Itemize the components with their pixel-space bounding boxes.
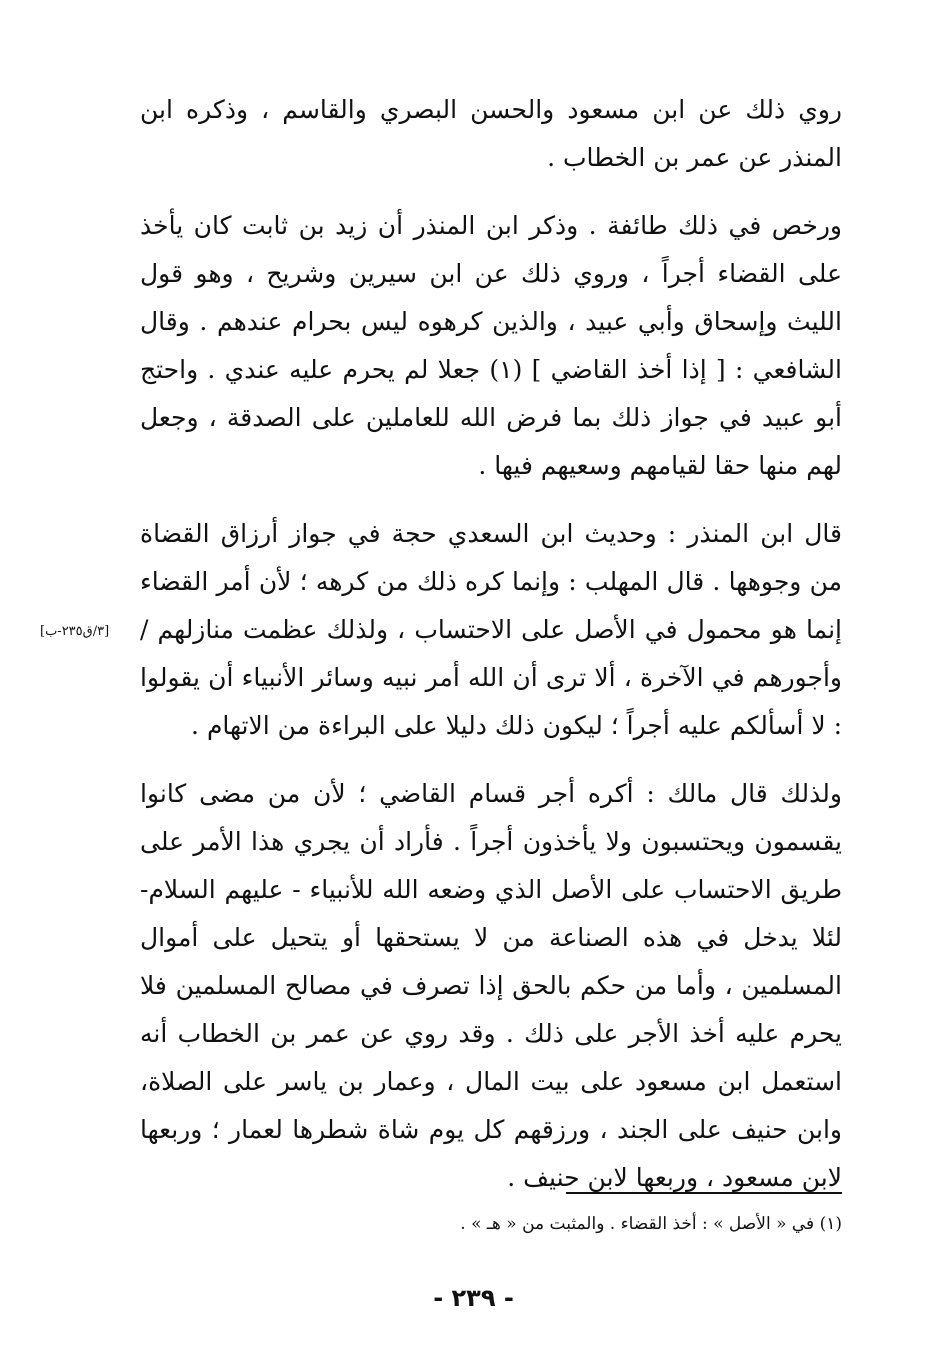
paragraph-spacer: [140, 490, 842, 510]
paragraph-spacer: [140, 750, 842, 770]
page-number: - ٢٣٩ -: [433, 1284, 514, 1312]
paragraph-1: روي ذلك عن ابن مسعود والحسن البصري والقاسم ، وذكره ابن المنذر عن عمر بن الخطاب .: [140, 95, 842, 172]
paragraph-spacer: [140, 182, 842, 202]
paragraph-3: قال ابن المنذر : وحديث ابن السعدي حجة في جواز أرزاق القضاة من وجوهها . قال المهلب : وإنما كره ذلك من كرهه ؛ لأن أمر القضاء إنما هو محمول في الأصل على الاحتساب ، ولذلك عظمت منازلهم / وأجورهم في الآخرة ، ألا ترى أن الله أمر نبيه وسائر الأنبياء أن يقولوا : لا أسألكم عليه أجراً ؛ ليكون ذلك دليلا على البراءة من الاتهام .: [140, 519, 842, 740]
footnote-separator: [566, 1192, 842, 1194]
footnote-1: (١) في « الأصل » : أخذ القضاء . والمثبت من « هـ » .: [460, 1214, 842, 1234]
manuscript-folio-reference: [٣/ق٢٣٥-ب]: [40, 624, 110, 639]
paragraph-2: ورخص في ذلك طائفة . وذكر ابن المنذر أن زيد بن ثابت كان يأخذ على القضاء أجراً ، وروي ذلك عن ابن سيرين وشريح ، وهو قول الليث وإسحاق وأبي عبيد ، والذين كرهوه ليس بحرام عندهم . وقال الشافعي : [ إذا أخذ القاضي ] (١) جعلا لم يحرم عليه عندي . واحتج أبو عبيد في جواز ذلك بما فرض الله للعاملين على الصدقة ، وجعل لهم منها حقا لقيامهم وسعيهم فيها .: [140, 211, 842, 480]
paragraph-4: ولذلك قال مالك : أكره أجر قسام القاضي ؛ لأن من مضى كانوا يقسمون ويحتسبون ولا يأخذون أجراً . فأراد أن يجري هذا الأمر على طريق الاحتساب على الأصل الذي وضعه الله للأنبياء - عليهم السلام- لئلا يدخل في هذه الصناعة من لا يستحقها أو يتحيل على أموال المسلمين ، وأما من حكم بالحق إذا تصرف في مصالح المسلمين فلا يحرم عليه أخذ الأجر على ذلك . وقد روي عن عمر بن الخطاب أنه استعمل ابن مسعود على بيت المال ، وعمار بن ياسر على الصلاة، وابن حنيف على الجند ، ورزقهم كل يوم شاة شطرها لعمار ؛ وربعها لابن مسعود ، وربعها لابن حنيف .: [140, 779, 842, 1192]
main-text: [140, 86, 842, 1202]
